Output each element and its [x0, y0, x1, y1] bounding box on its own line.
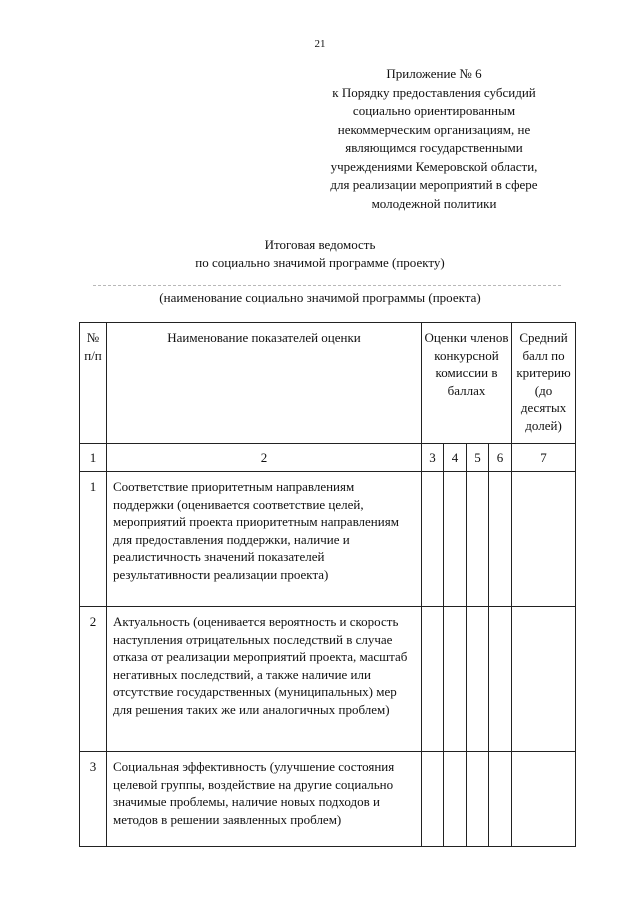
score-table	[79, 322, 576, 847]
score-cell[interactable]	[489, 607, 512, 752]
column-numbers-row	[80, 444, 576, 472]
score-cell[interactable]	[489, 752, 512, 847]
annex-line: учреждениями Кемеровской области,	[330, 158, 538, 174]
score-cell[interactable]	[444, 607, 467, 752]
annex-line: некоммерческим организациям, не	[337, 121, 531, 137]
score-cell[interactable]	[489, 472, 512, 607]
score-cell[interactable]	[467, 752, 489, 847]
score-cell[interactable]	[422, 472, 444, 607]
program-name-line	[93, 285, 561, 286]
criterion-text: Актуальность (оценивается вероятность и скорость наступления отрицательных последствий в случае отказа от реализации мероприятий проекта, масштаб негативных последствий, а также наличие или отсутствие государственных (муниципальных) мер для решения таких же или аналогичных проблем)	[107, 607, 422, 752]
average-cell[interactable]	[512, 607, 576, 752]
document-title	[0, 236, 640, 272]
score-cell[interactable]	[467, 607, 489, 752]
column-number: 7	[512, 444, 576, 472]
row-number: 3	[80, 752, 107, 847]
criterion-text: Соответствие приоритетным направлениям поддержки (оценивается соответствие целей, мероприятий проекта приоритетным направлениям для предоставления поддержки, наличие и реалистичность значений показателей результативности реализации проекта)	[107, 472, 422, 607]
table-row	[80, 607, 576, 752]
annex-line: Приложение № 6	[386, 66, 482, 81]
score-cell[interactable]	[422, 752, 444, 847]
annex-heading	[300, 65, 568, 213]
table-row	[80, 752, 576, 847]
score-cell[interactable]	[444, 472, 467, 607]
average-cell[interactable]	[512, 472, 576, 607]
annex-line: молодежной политики	[371, 195, 497, 211]
row-number: 2	[80, 607, 107, 752]
criterion-text: Социальная эффективность (улучшение состояния целевой группы, воздействие на другие социально значимые проблемы, наличие новых подходов и методов в решении заявленных проблем)	[107, 752, 422, 847]
column-number: 2	[107, 444, 422, 472]
annex-line: к Порядку предоставления субсидий	[332, 84, 536, 100]
column-number: 4	[444, 444, 467, 472]
header-num: № п/п	[80, 323, 107, 444]
annex-line: являющимся государственными	[345, 140, 523, 155]
column-number: 6	[489, 444, 512, 472]
score-cell[interactable]	[444, 752, 467, 847]
program-name-caption: (наименование социально значимой программы (проекта)	[159, 290, 481, 305]
column-number: 3	[422, 444, 444, 472]
row-number: 1	[80, 472, 107, 607]
title-line-1: Итоговая ведомость	[264, 237, 376, 252]
score-cell[interactable]	[422, 607, 444, 752]
title-line-2: по социально значимой программе (проекту)	[195, 255, 445, 270]
annex-line: социально ориентированным	[352, 103, 516, 118]
header-indicator: Наименование показателей оценки	[107, 323, 422, 444]
page-number: 21	[314, 38, 326, 50]
header-row	[80, 323, 576, 444]
column-number: 5	[467, 444, 489, 472]
table-row	[80, 472, 576, 607]
header-scores: Оценки членов конкурсной комиссии в баллах	[422, 323, 512, 444]
column-number: 1	[80, 444, 107, 472]
score-cell[interactable]	[467, 472, 489, 607]
header-average: Средний балл по критерию (до десятых долей)	[512, 323, 576, 444]
annex-line: для реализации мероприятий в сфере	[330, 177, 538, 192]
average-cell[interactable]	[512, 752, 576, 847]
